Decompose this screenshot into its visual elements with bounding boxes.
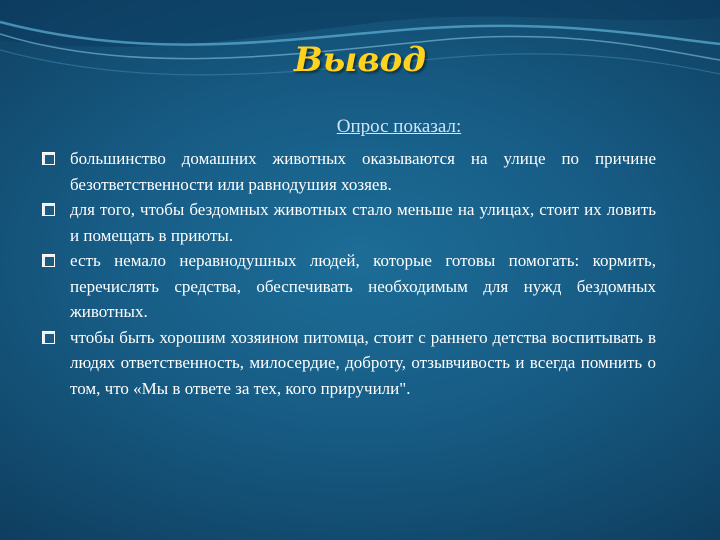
survey-subtitle: Опрос показал:	[336, 116, 462, 137]
list-item	[42, 146, 656, 197]
list-item-text: есть немало неравнодушных людей, которые готовы помогать: кормить, перечислять средства, обеспечивать необходимым для нужд бездомных животных.	[70, 251, 656, 321]
list-item-text: большинство домашних животных оказываются на улице по причине безответственности или равнодушия хозяев.	[70, 149, 656, 194]
checkbox-square-icon	[42, 152, 55, 165]
slide-title: Вывод	[294, 40, 426, 80]
checkbox-square-icon	[42, 203, 55, 216]
conclusion-list	[42, 146, 656, 401]
list-item	[42, 197, 656, 248]
list-item	[42, 248, 656, 325]
checkbox-square-icon	[42, 254, 55, 267]
list-item-text: чтобы быть хорошим хозяином питомца, стоит с раннего детства воспитывать в людях ответственность, милосердие, доброту, отзывчивость и всегда помнить о том, что «Мы в ответе за тех, кого приручили".	[70, 327, 656, 398]
list-item	[42, 325, 656, 402]
checkbox-square-icon	[42, 331, 55, 344]
list-item-text: для того, чтобы бездомных животных стало меньше на улицах, стоит их ловить и помещать в приюты.	[70, 200, 656, 245]
